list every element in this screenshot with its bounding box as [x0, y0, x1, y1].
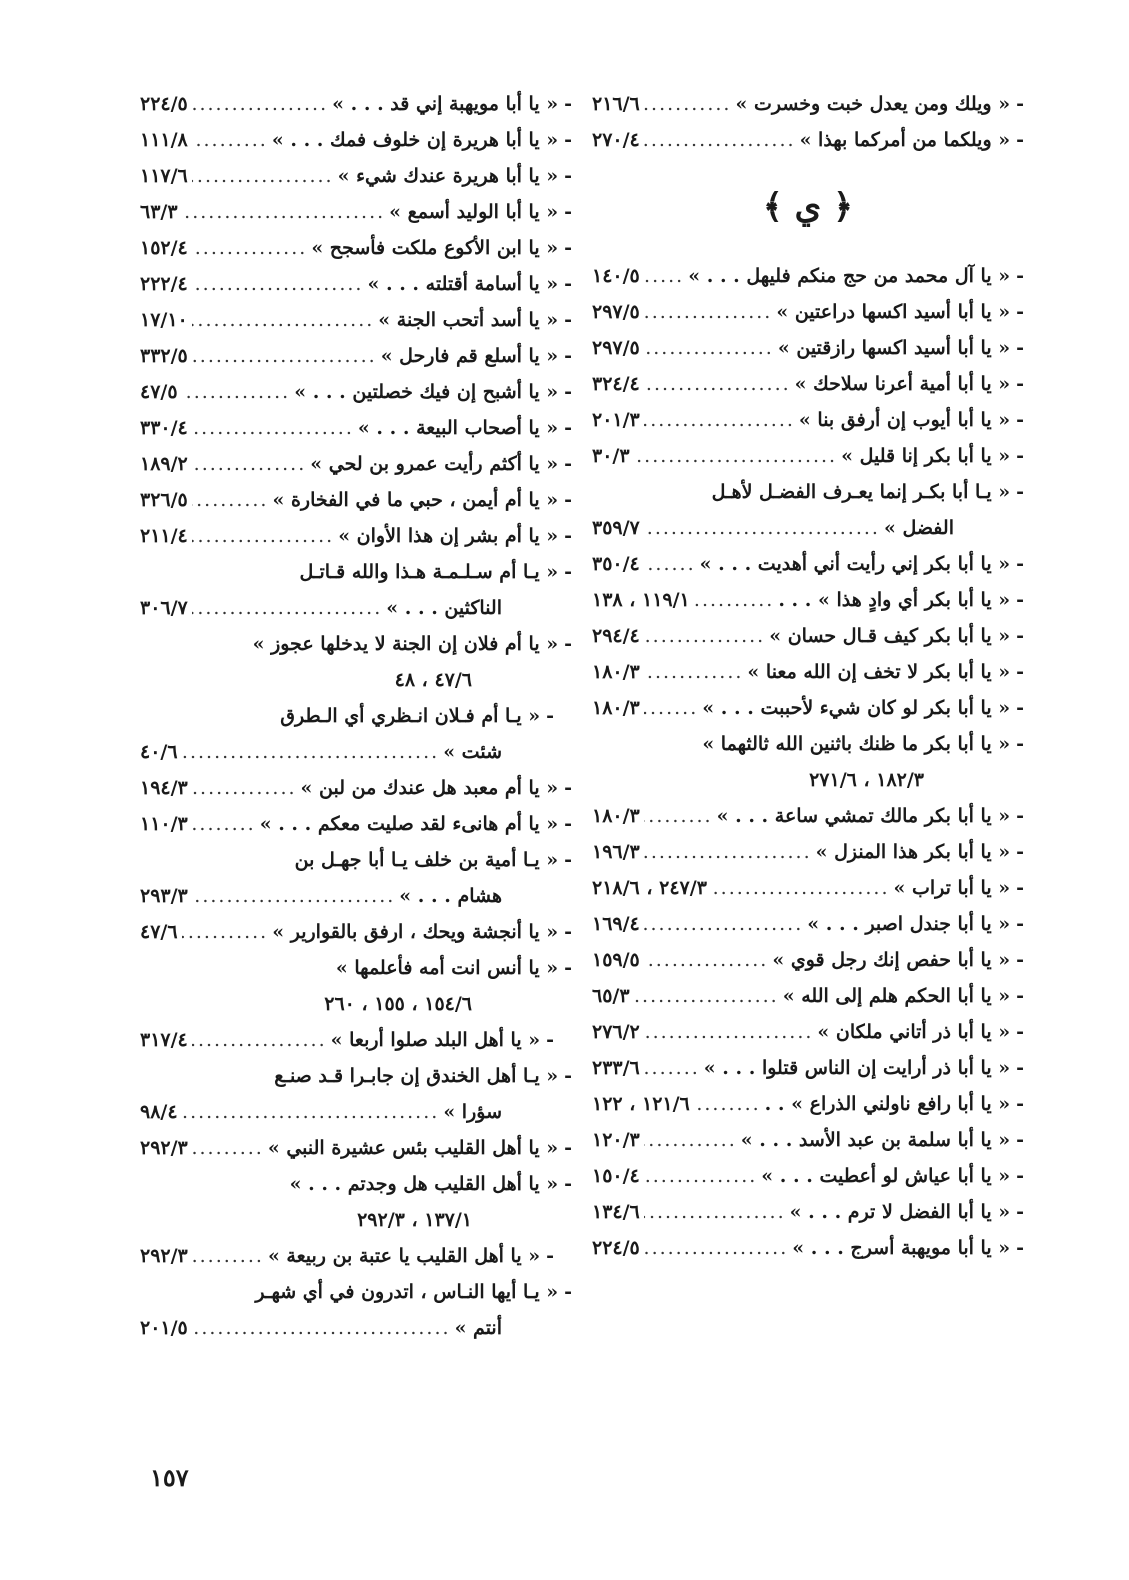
- entry-dash: -: [1016, 337, 1024, 359]
- entry-dash: -: [546, 1245, 554, 1267]
- page-number: ١٥٧: [150, 1463, 189, 1492]
- entry-dash: -: [1016, 445, 1024, 467]
- index-entry: [140, 806, 572, 842]
- entry-text-continued: أنتم »: [454, 1317, 502, 1339]
- entry-reference: ٣٢٦/٥: [140, 489, 188, 511]
- leader-dots: [192, 482, 269, 518]
- entry-dash: -: [564, 489, 572, 511]
- entry-dash: -: [1016, 409, 1024, 431]
- entry-reference: ١٨٠/٣: [592, 661, 640, 683]
- entry-reference: ١٨٠/٣: [592, 805, 640, 827]
- leader-dots: [192, 86, 328, 122]
- entry-dash: -: [564, 777, 572, 799]
- index-entry: [140, 770, 572, 806]
- leader-dots: [644, 654, 744, 690]
- entry-dash: -: [1016, 553, 1024, 575]
- leader-dots: [644, 690, 699, 726]
- entry-reference: ٢٣٣/٦: [592, 1057, 640, 1079]
- index-entry: [592, 726, 1024, 762]
- entry-dash: -: [564, 921, 572, 943]
- entry-dash: -: [564, 453, 572, 475]
- entry-dash: -: [1016, 1129, 1024, 1151]
- entry-text: « يا ابن الأكوع ملكت فأسجح »: [311, 237, 559, 259]
- entry-reference: ١٤٠/٥: [592, 265, 640, 287]
- entry-dash: -: [1016, 129, 1024, 151]
- entry-reference: ٤٠/٦: [140, 741, 178, 763]
- index-entry: [140, 338, 572, 374]
- entry-dash: -: [1016, 841, 1024, 863]
- index-entry: [592, 1230, 1024, 1266]
- entry-text: « يا أبا ذر أتاني ملكان »: [817, 1021, 1011, 1043]
- entry-dash: -: [1016, 1201, 1024, 1223]
- entry-text: « يا أبا بكر لو كان شيء لأحببت . . . »: [702, 697, 1011, 719]
- leader-dots: [192, 410, 354, 446]
- index-entry: [592, 1014, 1024, 1050]
- entry-reference: ٢١١/٤: [140, 525, 188, 547]
- leader-dots: [192, 302, 375, 338]
- entry-text: « يا أنجشة ويحك ، ارفق بالقوارير »: [272, 921, 559, 943]
- entry-text: « يا أبا حفص إنك رجل قوي »: [772, 949, 1011, 971]
- index-entry: [592, 654, 1024, 690]
- entry-reference-line: [592, 762, 1024, 798]
- leader-dots: [182, 1094, 440, 1130]
- leader-dots: [192, 806, 256, 842]
- entry-text: « يا أبا ذر أرايت إن الناس قتلوا . . . »: [703, 1057, 1011, 1079]
- index-entry: [592, 798, 1024, 834]
- index-entry: [140, 842, 572, 878]
- entry-dash: -: [1016, 301, 1024, 323]
- entry-text: « يا أبا سلمة بن عبد الأسد . . . »: [740, 1129, 1011, 1151]
- entry-dash: -: [564, 849, 572, 871]
- index-entry: [140, 554, 572, 590]
- entry-reference: ١٥٤/٦ ، ١٥٥ ، ٢٦٠: [324, 993, 472, 1015]
- entry-reference: ٢٩٢/٣: [140, 1137, 188, 1159]
- index-entry: [592, 618, 1024, 654]
- entry-reference: ٢٧٦/٢: [592, 1021, 640, 1043]
- entry-reference: ١٥٩/٥: [592, 949, 640, 971]
- entry-dash: -: [1016, 589, 1024, 611]
- entry-reference: ١٨٢/٣ ، ٢٧١/٦: [809, 769, 924, 791]
- entry-text-continued: شئت »: [443, 741, 502, 763]
- leader-dots: [644, 1122, 737, 1158]
- leader-dots: [192, 1238, 264, 1274]
- entry-dash: -: [1016, 373, 1024, 395]
- entry-dash: -: [564, 273, 572, 295]
- entry-reference: ٢٢٢/٤: [140, 273, 188, 295]
- index-entry: [140, 1238, 572, 1274]
- index-entry: [140, 410, 572, 446]
- leader-dots: [634, 438, 838, 474]
- entry-dash: -: [1016, 265, 1024, 287]
- entry-reference: ٦٥/٣: [592, 985, 630, 1007]
- entry-text: « يا أبا أيوب إن أرفق بنا »: [798, 409, 1011, 431]
- index-entry: [592, 122, 1024, 158]
- entry-reference-line: [140, 662, 572, 698]
- index-entry: [140, 950, 572, 986]
- index-entry: [592, 1050, 1024, 1086]
- entry-reference: ٩٨/٤: [140, 1101, 178, 1123]
- leader-dots: [644, 366, 791, 402]
- index-entry: [140, 626, 572, 662]
- index-entry: [592, 870, 1024, 906]
- leader-dots: [182, 374, 291, 410]
- entry-text: « يـا أيها النـاس ، اتدرون في أي شهـر: [255, 1281, 559, 1303]
- entry-text: « يا أنس انت أمه فأعلمها »: [335, 957, 559, 979]
- entry-text: « يا أهل القليب هل وجدتم . . . »: [289, 1173, 559, 1195]
- entry-dash: -: [1016, 1021, 1024, 1043]
- entry-dash: -: [564, 813, 572, 835]
- entry-text: « يا أسد أتحب الجنة »: [378, 309, 559, 331]
- index-entry: [140, 86, 572, 122]
- leader-dots: [192, 770, 297, 806]
- index-entry: [140, 374, 572, 410]
- index-entry: [140, 302, 572, 338]
- entry-dash: -: [564, 93, 572, 115]
- entry-reference-line: [140, 1202, 572, 1238]
- entry-reference: ٣١٧/٤: [140, 1029, 188, 1051]
- index-entry: [592, 402, 1024, 438]
- index-entry: [592, 1086, 1024, 1122]
- right-column: [592, 86, 1024, 1266]
- entry-text: « يا أبا رافع ناولني الذراع » . .: [764, 1093, 1011, 1115]
- entry-text: « يـا أهل الخندق إن جابـرا قـد صنـع: [274, 1065, 559, 1087]
- entry-dash: -: [1016, 985, 1024, 1007]
- leader-dots: [644, 1194, 786, 1230]
- leader-dots: [644, 834, 812, 870]
- entry-dash: -: [1016, 1237, 1024, 1259]
- entry-continuation: [140, 590, 572, 626]
- entry-reference: ٤٧/٥: [140, 381, 178, 403]
- leader-dots: [644, 1014, 814, 1050]
- index-entry: [592, 86, 1024, 122]
- entry-reference: ٣٠/٣: [592, 445, 630, 467]
- entry-text: « يا أبا الوليد أسمع »: [389, 201, 559, 223]
- entry-dash: -: [1016, 913, 1024, 935]
- entry-dash: -: [1016, 481, 1024, 503]
- leader-dots: [711, 870, 890, 906]
- entry-dash: -: [564, 165, 572, 187]
- leader-dots: [192, 878, 396, 914]
- index-entry: [592, 690, 1024, 726]
- entry-dash: -: [1016, 661, 1024, 683]
- index-entry: [592, 1194, 1024, 1230]
- entry-reference: ٤٧/٦: [140, 921, 178, 943]
- entry-dash: -: [564, 381, 572, 403]
- index-entry: [140, 914, 572, 950]
- entry-dash: -: [564, 561, 572, 583]
- entry-reference: ١٢٠/٣: [592, 1129, 640, 1151]
- entry-dash: -: [564, 417, 572, 439]
- leader-dots: [644, 294, 773, 330]
- entry-text-continued: الفضل »: [883, 517, 954, 539]
- entry-text: « يا أبا بكر مالك تمشي ساعة . . . »: [716, 805, 1011, 827]
- entry-text: « يا أشبح إن فيك خصلتين . . . »: [294, 381, 559, 403]
- leader-dots: [644, 798, 713, 834]
- entry-reference: ٣٥٠/٤: [592, 553, 640, 575]
- entry-text: « يـا أبا بكـر إنما يعـرف الفضـل لأهـل: [711, 481, 1011, 503]
- entry-reference: ١٢١/٦ ، ١٢٢: [592, 1093, 690, 1115]
- entry-reference: ١١١/٨: [140, 129, 188, 151]
- entry-reference-line: [140, 986, 572, 1022]
- entry-text: « يا أبا بكر ما ظنك باثنين الله ثالثهما »: [702, 733, 1011, 755]
- entry-text: « ويلك ومن يعدل خبت وخسرت »: [735, 93, 1011, 115]
- entry-text: « يا أبا بكر إنا قليل »: [841, 445, 1011, 467]
- entry-dash: -: [546, 705, 554, 727]
- entry-reference: ١٨٩/٢: [140, 453, 188, 475]
- index-entry: [592, 366, 1024, 402]
- index-entry: [592, 942, 1024, 978]
- leader-dots: [192, 1022, 327, 1058]
- entry-reference: ١٧/١٠: [140, 309, 188, 331]
- entry-dash: -: [564, 525, 572, 547]
- entry-reference: ٣٢٤/٤: [592, 373, 640, 395]
- entry-text: « يا أبا الحكم هلم إلى الله »: [782, 985, 1011, 1007]
- leader-dots: [182, 734, 440, 770]
- entry-text: « يا أهل البلد صلوا أربعا »: [330, 1029, 541, 1051]
- leader-dots: [694, 582, 775, 618]
- leader-dots: [644, 330, 774, 366]
- entry-dash: -: [1016, 949, 1024, 971]
- entry-dash: -: [564, 1173, 572, 1195]
- index-entry: [140, 1130, 572, 1166]
- index-entry: [592, 438, 1024, 474]
- index-entry: [140, 482, 572, 518]
- entry-dash: -: [564, 309, 572, 331]
- leader-dots: [694, 1086, 761, 1122]
- index-entry: [140, 1058, 572, 1094]
- entry-text: « يا أهل القليب بئس عشيرة النبي »: [267, 1137, 559, 1159]
- entry-text: « يا أبا هريرة إن خلوف فمك . . . »: [271, 129, 559, 151]
- entry-text: « يا أم فلان إن الجنة لا يدخلها عجوز »: [252, 633, 559, 655]
- entry-reference: ٦٣/٣: [140, 201, 178, 223]
- entry-text-continued: سؤرا »: [443, 1101, 502, 1123]
- index-entry: [592, 834, 1024, 870]
- index-entry: [140, 1166, 572, 1202]
- letter-heading: ﴿ ي ﴾: [762, 187, 854, 227]
- index-entry: [592, 582, 1024, 618]
- entry-reference: ٢٩٤/٤: [592, 625, 640, 647]
- index-entry: [592, 1122, 1024, 1158]
- entry-reference: ٢٩٣/٣: [140, 885, 188, 907]
- entry-reference: ١١٧/٦: [140, 165, 188, 187]
- entry-reference: ٣٥٩/٧: [592, 517, 640, 539]
- index-entry: [140, 122, 572, 158]
- entry-text: « يـا أم سـلـمـة هـذا والله قـاتـل: [299, 561, 559, 583]
- entry-dash: -: [564, 345, 572, 367]
- entry-text: « يا أسامة أقتلته . . . »: [367, 273, 559, 295]
- leader-dots: [192, 266, 364, 302]
- entry-dash: -: [564, 129, 572, 151]
- entry-reference: ١٣٤/٦: [592, 1201, 640, 1223]
- entry-dash: -: [564, 1137, 572, 1159]
- index-entry: [592, 294, 1024, 330]
- entry-dash: -: [1016, 93, 1024, 115]
- entry-continuation: [140, 734, 572, 770]
- entry-text: « يا آل محمد من حج منكم فليهل . . . »: [688, 265, 1011, 287]
- index-entry: [140, 194, 572, 230]
- entry-reference: ١١٩/١ ، ١٣٨: [592, 589, 690, 611]
- entry-reference: ١١٠/٣: [140, 813, 188, 835]
- entry-dash: -: [564, 633, 572, 655]
- index-entry: [592, 978, 1024, 1014]
- index-entry: [140, 698, 572, 734]
- entry-reference: ٢٩٧/٥: [592, 337, 640, 359]
- entry-text: « يا أكثم رأيت عمرو بن لحي »: [310, 453, 559, 475]
- leader-dots: [192, 446, 306, 482]
- leader-dots: [644, 402, 795, 438]
- index-entry: [140, 1022, 572, 1058]
- entry-reference: ٣٠٦/٧: [140, 597, 188, 619]
- index-entry: [140, 158, 572, 194]
- entry-dash: -: [1016, 733, 1024, 755]
- leader-dots: [644, 1050, 700, 1086]
- entry-text: « يا أبا مويهبة إني قد . . . »: [332, 93, 559, 115]
- entry-text: « يا أم بشر إن هذا الأوان »: [338, 525, 559, 547]
- entry-continuation: [140, 1310, 572, 1346]
- index-entry: [592, 1158, 1024, 1194]
- entry-reference: ١٩٦/٣: [592, 841, 640, 863]
- entry-reference: ٢٩٧/٥: [592, 301, 640, 323]
- entry-reference: ٢٠١/٣: [592, 409, 640, 431]
- entry-reference: ٣٣٢/٥: [140, 345, 188, 367]
- leader-dots: [644, 618, 765, 654]
- entry-continuation: [140, 1094, 572, 1130]
- entry-reference: ٢٩٢/٣: [140, 1245, 188, 1267]
- entry-dash: -: [564, 957, 572, 979]
- entry-reference: ١٣٧/١ ، ٢٩٢/٣: [357, 1209, 472, 1231]
- leader-dots: [644, 122, 796, 158]
- entry-reference: ١٥٢/٤: [140, 237, 188, 259]
- index-entry: [592, 546, 1024, 582]
- entry-text: « ويلكما من أمركما بهذا »: [799, 129, 1011, 151]
- entry-reference: ٣٣٠/٤: [140, 417, 188, 439]
- entry-text: « يـا أمية بن خلف يـا أبا جهـل بن: [294, 849, 559, 871]
- leader-dots: [644, 906, 804, 942]
- entry-dash: -: [564, 1065, 572, 1087]
- entry-reference: ٢٢٤/٥: [592, 1237, 640, 1259]
- leader-dots: [644, 86, 732, 122]
- leader-dots: [192, 590, 382, 626]
- entry-text: « يا أبا بكر أي وادٍ هذا » . . .: [778, 589, 1011, 611]
- entry-text-continued: الناكثين . . . »: [386, 597, 502, 619]
- entry-text: « يا أبا بكر هذا المنزل »: [815, 841, 1011, 863]
- entry-dash: -: [1016, 697, 1024, 719]
- leader-dots: [634, 978, 779, 1014]
- entry-dash: -: [1016, 877, 1024, 899]
- entry-dash: -: [1016, 1165, 1024, 1187]
- entry-text: « يا أبا بكر لا تخف إن الله معنا »: [747, 661, 1011, 683]
- entry-text: « يا أم هانىء لقد صليت معكم . . . »: [259, 813, 559, 835]
- entry-reference: ١٨٠/٣: [592, 697, 640, 719]
- entry-reference: ١٩٤/٣: [140, 777, 188, 799]
- leader-dots: [192, 1310, 451, 1346]
- entry-text: « يا أبا هريرة عندك شيء »: [337, 165, 559, 187]
- entry-dash: -: [1016, 625, 1024, 647]
- entry-dash: -: [546, 1029, 554, 1051]
- index-entry: [592, 474, 1024, 510]
- entry-dash: -: [1016, 1093, 1024, 1115]
- leader-dots: [182, 914, 269, 950]
- entry-text: « يا أبا أمية أعرنا سلاحك »: [794, 373, 1011, 395]
- leader-dots: [644, 258, 684, 294]
- entry-dash: -: [1016, 1057, 1024, 1079]
- entry-text: « يا أم معبد هل عندك من لبن »: [300, 777, 559, 799]
- leader-dots: [644, 1158, 758, 1194]
- index-entry: [592, 258, 1024, 294]
- leader-dots: [192, 518, 334, 554]
- left-column: [140, 86, 572, 1346]
- leader-dots: [192, 158, 334, 194]
- entry-text-continued: هشام . . . »: [399, 885, 502, 907]
- entry-text: « يا أبا الفضل لا ترم . . . »: [789, 1201, 1011, 1223]
- entry-text: « يا أبا عياش لو أعطيت . . . »: [761, 1165, 1011, 1187]
- leader-dots: [182, 194, 386, 230]
- index-entry: [140, 446, 572, 482]
- index-entry: [140, 518, 572, 554]
- leader-dots: [192, 338, 377, 374]
- entry-reference: ٢٢٤/٥: [140, 93, 188, 115]
- leader-dots: [192, 122, 268, 158]
- index-entry: [140, 266, 572, 302]
- index-entry: [592, 330, 1024, 366]
- entry-text: « يا أبا أسيد اكسها رازقتين »: [777, 337, 1011, 359]
- entry-reference: ١٦٩/٤: [592, 913, 640, 935]
- entry-reference: ٢٠١/٥: [140, 1317, 188, 1339]
- index-entry: [140, 1274, 572, 1310]
- entry-text: « يا أصحاب البيعة . . . »: [357, 417, 559, 439]
- entry-text: « يا أم أيمن ، حبي ما في الفخارة »: [272, 489, 559, 511]
- entry-reference: ٤٧/٦ ، ٤٨: [394, 669, 472, 691]
- entry-reference: ٢١٦/٦: [592, 93, 640, 115]
- leader-dots: [192, 230, 308, 266]
- entry-dash: -: [564, 201, 572, 223]
- leader-dots: [644, 1230, 788, 1266]
- index-entry: [140, 230, 572, 266]
- entry-continuation: [592, 510, 1024, 546]
- entry-dash: -: [564, 1281, 572, 1303]
- entry-reference: ٢٤٧/٣ ، ٢١٨/٦: [592, 877, 707, 899]
- entry-text: « يا أبا تراب »: [893, 877, 1011, 899]
- entry-text: « يـا أم فـلان انـظري أي الـطرق: [280, 705, 541, 727]
- leader-dots: [644, 942, 769, 978]
- entry-text: « يا أبا مويهبة أسرج . . . »: [792, 1237, 1011, 1259]
- entry-text: « يا أهل القليب يا عتبة بن ربيعة »: [267, 1245, 541, 1267]
- entry-dash: -: [1016, 805, 1024, 827]
- entry-text: « يا أسلع قم فارحل »: [380, 345, 559, 367]
- entry-text: « يا أبا جندل اصبر . . . »: [807, 913, 1011, 935]
- entry-text: « يا أبا بكر إني رأيت أني أهديت . . . »: [699, 553, 1011, 575]
- entry-continuation: [140, 878, 572, 914]
- entry-text: « يا أبا بكر كيف قـال حسان »: [769, 625, 1011, 647]
- leader-dots: [644, 546, 696, 582]
- leader-dots: [192, 1130, 264, 1166]
- leader-dots: [644, 510, 880, 546]
- index-entry: [592, 906, 1024, 942]
- entry-dash: -: [564, 237, 572, 259]
- entry-reference: ٢٧٠/٤: [592, 129, 640, 151]
- entry-reference: ١٥٠/٤: [592, 1165, 640, 1187]
- entry-text: « يا أبا أسيد اكسها دراعتين »: [776, 301, 1011, 323]
